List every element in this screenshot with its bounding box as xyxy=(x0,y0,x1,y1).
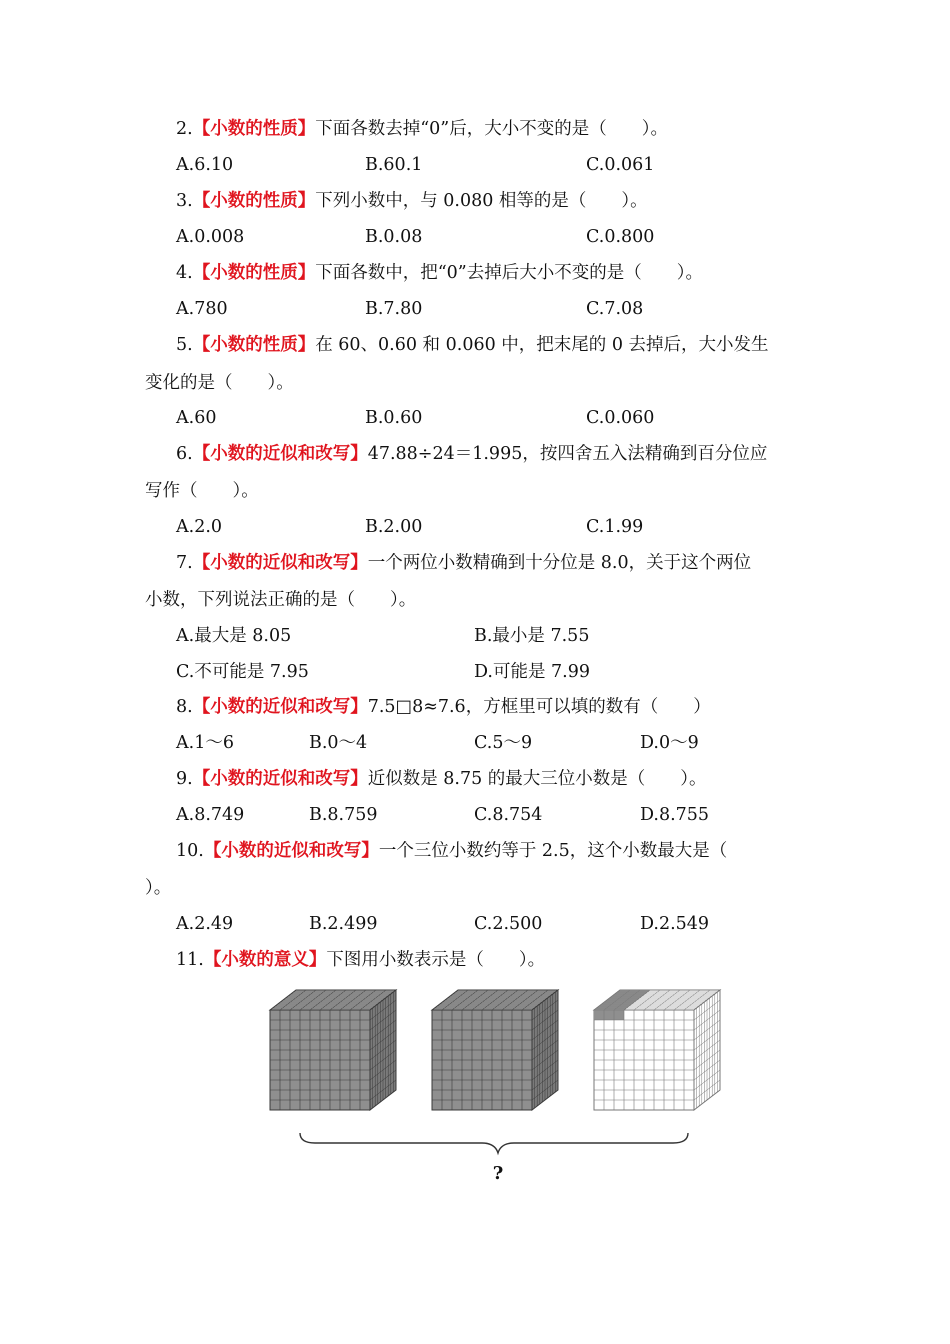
option-a[interactable]: A.6.10 xyxy=(176,155,234,175)
option-b[interactable]: B.2.499 xyxy=(309,914,378,934)
topic-tag: 【小数的性质】 xyxy=(192,335,316,355)
topic-tag: 【小数的意义】 xyxy=(203,950,327,970)
question-7-continuation: 小数，下列说法正确的是（ ）。 xyxy=(145,590,417,610)
option-a[interactable]: A.60 xyxy=(176,408,217,428)
option-c[interactable]: C.8.754 xyxy=(474,805,543,825)
option-a[interactable]: A.2.0 xyxy=(176,517,223,537)
question-9: 9.【小数的近似和改写】近似数是 8.75 的最大三位小数是（ ）。 xyxy=(176,769,707,789)
topic-tag: 【小数的近似和改写】 xyxy=(192,769,368,789)
question-10-continuation: ）。 xyxy=(145,878,172,898)
question-mark: ? xyxy=(492,1163,504,1184)
option-b[interactable]: B.8.759 xyxy=(309,805,378,825)
option-b[interactable]: B.60.1 xyxy=(365,155,423,175)
cube-3 xyxy=(594,990,720,1110)
option-c[interactable]: C.2.500 xyxy=(474,914,543,934)
option-b[interactable]: B.7.80 xyxy=(365,299,423,319)
question-11: 11.【小数的意义】下图用小数表示是（ ）。 xyxy=(176,950,546,970)
question-4: 4.【小数的性质】下面各数中，把“0”去掉后大小不变的是（ ）。 xyxy=(176,263,703,283)
topic-tag: 【小数的近似和改写】 xyxy=(203,841,379,861)
option-a[interactable]: A.1～6 xyxy=(176,733,234,753)
cube-2 xyxy=(432,990,558,1110)
option-c[interactable]: C.不可能是 7.95 xyxy=(176,662,309,682)
topic-tag: 【小数的近似和改写】 xyxy=(192,697,368,717)
cube-figure xyxy=(260,985,740,1185)
question-6: 6.【小数的近似和改写】47.88÷24＝1.995，按四舍五入法精确到百分位应 xyxy=(176,444,768,464)
option-d[interactable]: D.0～9 xyxy=(640,733,699,753)
option-a[interactable]: A.780 xyxy=(176,299,228,319)
option-d[interactable]: D.可能是 7.99 xyxy=(474,662,590,682)
question-10: 10.【小数的近似和改写】一个三位小数约等于 2.5，这个小数最大是（ xyxy=(176,841,728,861)
cubes-group xyxy=(270,990,720,1110)
question-5-continuation: 变化的是（ ）。 xyxy=(145,373,294,393)
topic-tag: 【小数的近似和改写】 xyxy=(192,444,368,464)
question-7: 7.【小数的近似和改写】一个两位小数精确到十分位是 8.0，关于这个两位 xyxy=(176,553,752,573)
option-b[interactable]: B.2.00 xyxy=(365,517,423,537)
option-c[interactable]: C.0.800 xyxy=(586,227,655,247)
question-8: 8.【小数的近似和改写】7.5□8≈7.6，方框里可以填的数有（ ） xyxy=(176,697,711,717)
option-c[interactable]: C.1.99 xyxy=(586,517,644,537)
topic-tag: 【小数的性质】 xyxy=(192,263,316,283)
option-b[interactable]: B.0.08 xyxy=(365,227,423,247)
option-d[interactable]: D.2.549 xyxy=(640,914,710,934)
option-b[interactable]: B.0.60 xyxy=(365,408,423,428)
question-3: 3.【小数的性质】下列小数中，与 0.080 相等的是（ ）。 xyxy=(176,191,648,211)
question-2: 2.【小数的性质】下面各数去掉“0”后，大小不变的是（ ）。 xyxy=(176,119,668,139)
question-6-continuation: 写作（ ）。 xyxy=(145,481,259,501)
option-c[interactable]: C.0.061 xyxy=(586,155,655,175)
brace xyxy=(300,1133,688,1153)
option-a[interactable]: A.最大是 8.05 xyxy=(176,626,292,646)
option-c[interactable]: C.5～9 xyxy=(474,733,533,753)
option-a[interactable]: A.8.749 xyxy=(176,805,245,825)
topic-tag: 【小数的性质】 xyxy=(192,191,316,211)
topic-tag: 【小数的近似和改写】 xyxy=(192,553,368,573)
question-5: 5.【小数的性质】在 60、0.60 和 0.060 中，把末尾的 0 去掉后，大小发生 xyxy=(176,335,769,355)
option-c[interactable]: C.0.060 xyxy=(586,408,655,428)
option-d[interactable]: D.8.755 xyxy=(640,805,710,825)
option-b[interactable]: B.0～4 xyxy=(309,733,368,753)
cube-1 xyxy=(270,990,396,1110)
option-b[interactable]: B.最小是 7.55 xyxy=(474,626,590,646)
option-c[interactable]: C.7.08 xyxy=(586,299,644,319)
topic-tag: 【小数的性质】 xyxy=(192,119,316,139)
option-a[interactable]: A.2.49 xyxy=(176,914,234,934)
option-a[interactable]: A.0.008 xyxy=(176,227,245,247)
